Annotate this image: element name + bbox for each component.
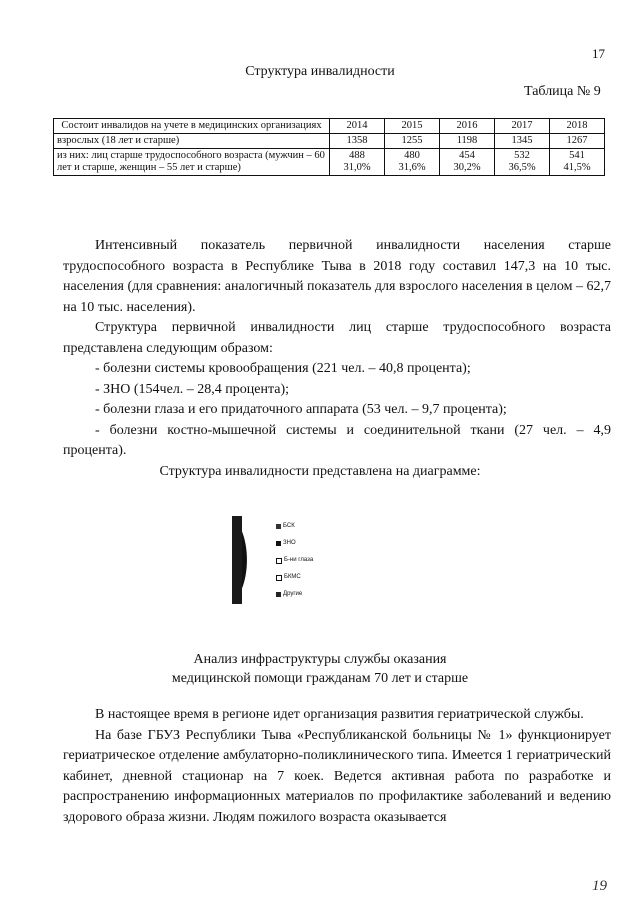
paragraph: Интенсивный показатель первичной инвалидности населения старше трудоспособного возраста в Республике Тыва в 2018 году составил 147,3 на 10 тыс. населения (для сравнения: аналогичный показатель для взрослого населения в целом – 62,7 на 10 тыс. населения).: [63, 238, 611, 315]
paragraph: Структура первичной инвалидности лиц старше трудоспособного возраста представлена следующим образом:: [63, 320, 611, 356]
chart-legend: [276, 518, 313, 603]
list-item: - болезни системы кровообращения (221 чел. – 40,8 процента);: [95, 361, 471, 376]
legend-item: [276, 569, 313, 586]
paragraph: В настоящее время в регионе идет организация развития гериатрической службы.: [95, 707, 584, 722]
page-number: 17: [592, 46, 605, 61]
pie-chart-fragment: [200, 514, 340, 606]
text-block-1: [63, 236, 611, 462]
paragraph: На базе ГБУЗ Республики Тыва «Республиканской больницы № 1» функционирует гериатрическое отделение амбулаторно-поликлинического типа. Имеется 1 гериатрический кабинет, дневной стационар на 7 коек. Ведется активная работа по разработке и распространению информационных материалов по профилактике заболеваний и ведению здорового образа жизни. Людям пожилого возраста оказывается: [63, 727, 611, 825]
legend-item: [276, 586, 313, 603]
legend-item: [276, 552, 313, 569]
legend-label: БСК: [283, 523, 295, 529]
list-item: - болезни глаза и его придаточного аппарата (53 чел. – 9,7 процента);: [95, 402, 507, 417]
legend-label: Другие: [283, 591, 303, 597]
table-cell: 532 36,5%: [495, 149, 550, 176]
legend-swatch: [276, 541, 281, 546]
header-cell: 2017: [495, 119, 550, 134]
table-cell: 1255: [385, 134, 440, 149]
header-cell: 2018: [550, 119, 605, 134]
table-cell: 1358: [330, 134, 385, 149]
list-item: - ЗНО (154чел. – 28,4 процента);: [95, 381, 290, 397]
header-cell: 2014: [330, 119, 385, 134]
table-cell: 541 41,5%: [550, 149, 605, 176]
header-cell: 2015: [385, 119, 440, 134]
table-row: [54, 149, 605, 176]
table-cell: 488 31,0%: [330, 149, 385, 176]
legend-item: [276, 535, 313, 552]
legend-item: [276, 518, 313, 535]
legend-label: ЗНО: [283, 540, 296, 546]
table-cell: 1267: [550, 134, 605, 149]
pie-edge: [232, 516, 242, 604]
table-label: Таблица № 9: [524, 84, 601, 99]
header-cell: Состоит инвалидов на учете в медицинских организациях: [54, 119, 330, 134]
legend-label: Б-ни глаза: [284, 557, 314, 563]
table-cell: 1198: [440, 134, 495, 149]
diagram-caption: Структура инвалидности представлена на диаграмме:: [159, 464, 481, 479]
list-item: - болезни костно-мышечной системы и соединительной ткани (27 чел. – 4,9 процента).: [63, 422, 611, 458]
handwritten-page-mark: 19: [592, 878, 607, 894]
table-row: [54, 134, 605, 149]
text-block-2: [63, 705, 611, 828]
section-heading-line-2: медицинской помощи гражданам 70 лет и старше: [171, 671, 469, 686]
table-cell: 480 31,6%: [385, 149, 440, 176]
header-cell: 2016: [440, 119, 495, 134]
legend-swatch: [276, 558, 282, 564]
section-title: Структура инвалидности: [245, 64, 395, 79]
table-cell: 1345: [495, 134, 550, 149]
legend-swatch: [276, 575, 282, 581]
legend-swatch: [276, 592, 281, 597]
disability-table: [53, 118, 605, 176]
legend-label: БКМС: [284, 574, 301, 580]
table-header-row: [54, 119, 605, 134]
table-cell: 454 30,2%: [440, 149, 495, 176]
table-cell: взрослых (18 лет и старше): [54, 134, 330, 149]
table-cell: из них: лиц старше трудоспособного возраста (мужчин – 60 лет и старше, женщин – 55 лет и старше): [54, 149, 330, 176]
legend-swatch: [276, 524, 281, 529]
section-heading-line-1: Анализ инфраструктуры службы оказания: [193, 652, 447, 667]
